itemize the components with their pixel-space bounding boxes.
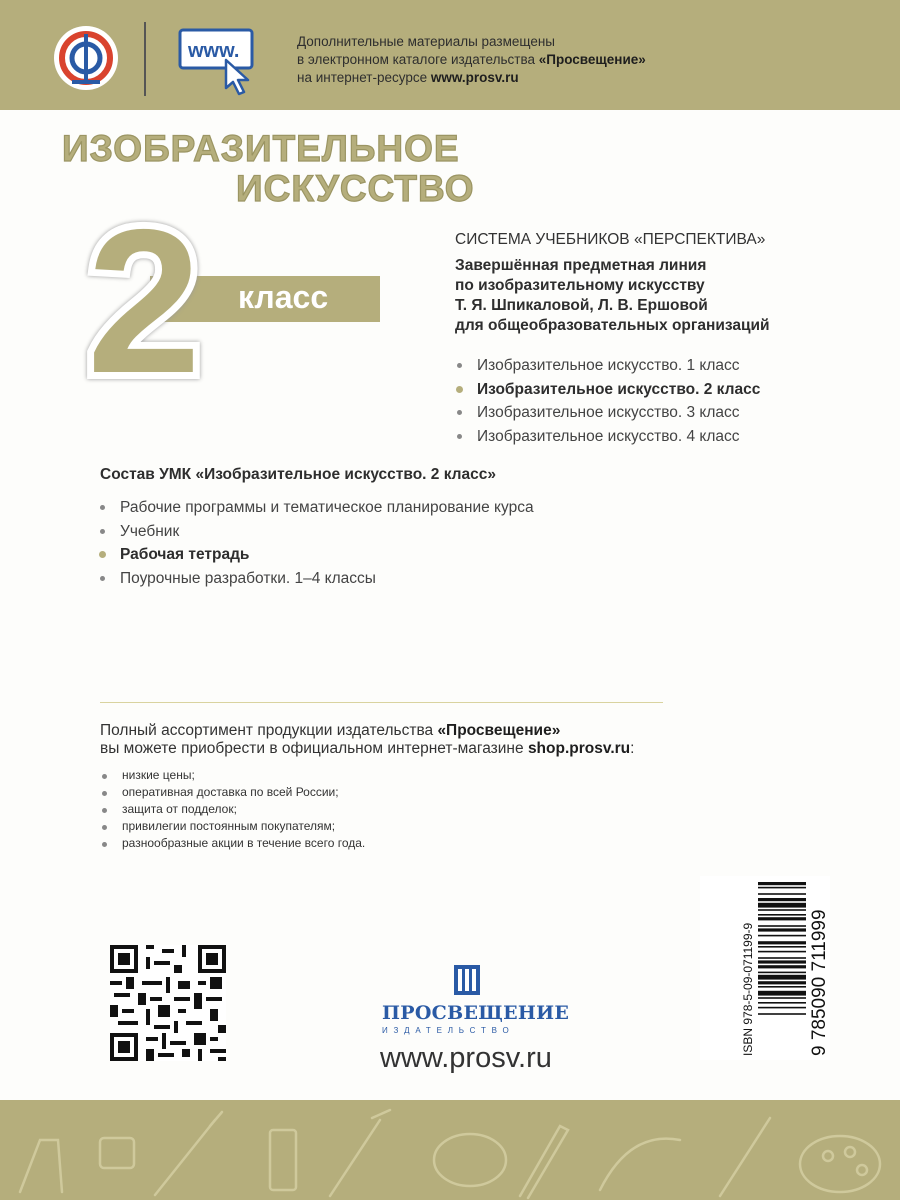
series-book-item: Изобразительное искусство. 1 класс <box>455 354 760 378</box>
barcode-bar <box>758 957 806 959</box>
bottom-decorative-band <box>0 1100 900 1200</box>
shop-benefit-item: оперативная доставка по всей России; <box>100 784 365 801</box>
publisher-subtitle: ИЗДАТЕЛЬСТВО <box>382 1026 515 1035</box>
publisher-url[interactable]: www.prosv.ru <box>380 1042 552 1074</box>
barcode-bar <box>758 914 806 916</box>
series-description-line: для общеобразовательных организаций <box>455 317 770 334</box>
barcode-bar <box>758 986 806 988</box>
shop-benefit-item: разнообразные акции в течение всего года. <box>100 835 365 852</box>
barcode-bar <box>758 951 806 953</box>
umk-item-current: Рабочая тетрадь <box>98 543 534 567</box>
barcode-bar <box>758 935 806 937</box>
shop-benefit-item: низкие цены; <box>100 767 365 784</box>
umk-list <box>98 496 534 590</box>
barcode-bar <box>758 887 806 889</box>
barcode-bar <box>758 972 806 974</box>
barcode-graphic <box>700 876 830 1060</box>
series-book-item: Изобразительное искусство. 3 класс <box>455 401 760 425</box>
publisher-emblem-icon <box>452 963 482 999</box>
series-description-line: по изобразительному искусству <box>455 277 705 294</box>
series-book-item: Изобразительное искусство. 4 класс <box>455 425 760 449</box>
barcode-bar <box>758 1013 806 1015</box>
grade-number-text: 2 <box>86 200 202 395</box>
barcode-bar <box>758 893 806 895</box>
series-book-item-current: Изобразительное искусство. 2 класс <box>455 378 760 402</box>
isbn-barcode <box>700 876 830 1060</box>
barcode-bar <box>758 898 806 901</box>
banner-line-2-bold: «Просвещение» <box>538 52 646 67</box>
shop-intro <box>100 722 634 758</box>
series-name: СИСТЕМА УЧЕБНИКОВ «ПЕРСПЕКТИВА» <box>455 231 766 248</box>
barcode-bar <box>758 991 806 996</box>
barcode-bar <box>758 965 806 968</box>
art-supplies-pattern <box>0 1100 900 1200</box>
isbn-text: ISBN 978-5-09-071199-9 <box>741 922 755 1056</box>
shop-url[interactable]: shop.prosv.ru <box>527 740 631 757</box>
shop-benefit-item: привилегии постоянным покупателям; <box>100 818 365 835</box>
barcode-bar <box>758 882 806 885</box>
banner-line-2-prefix: в электронном каталоге издательства <box>297 52 539 67</box>
www-icon-text: www. <box>188 40 240 62</box>
umk-item: Поурочные разработки. 1–4 классы <box>98 567 534 591</box>
banner-line-3-prefix: на интернет-ресурсе <box>297 70 431 85</box>
barcode-bar <box>758 960 806 963</box>
subject-title-line-1: ИЗОБРАЗИТЕЛЬНОЕ <box>62 128 460 169</box>
barcode-bar <box>758 903 806 908</box>
banner-text <box>297 33 646 87</box>
barcode-bar <box>758 981 806 984</box>
barcode-bar <box>758 925 806 927</box>
shop-benefit-item: защита от подделок; <box>100 801 365 818</box>
grade-number <box>56 200 236 395</box>
section-divider <box>100 702 663 703</box>
barcode-bar <box>758 941 806 944</box>
barcode-bar <box>758 909 806 911</box>
shop-line-1-prefix: Полный ассортимент продукции издательства <box>100 722 438 739</box>
barcode-bar <box>758 1007 806 1009</box>
grade-word: класс <box>238 279 329 315</box>
series-book-list <box>455 354 760 448</box>
shop-line-2-suffix: : <box>630 740 635 757</box>
banner-line-1: Дополнительные материалы размещены <box>297 34 556 49</box>
series-description <box>455 256 770 336</box>
shop-line-2-prefix: вы можете приобрести в официальном интернет-магазине <box>100 740 528 757</box>
www-cursor-icon <box>176 24 268 96</box>
series-description-line: Завершённая предметная линия <box>455 257 707 274</box>
barcode-bar <box>758 1002 806 1004</box>
barcode-bar <box>758 946 806 948</box>
barcode-digits: 9 785090 711999 <box>809 909 830 1056</box>
shop-benefits-list <box>100 767 365 852</box>
banner-divider <box>144 22 146 96</box>
barcode-bar <box>758 928 806 931</box>
barcode-bar <box>758 917 806 920</box>
subject-title-line-2: ИСКУССТВО <box>236 168 475 209</box>
shop-line-1-bold: «Просвещение» <box>437 722 561 739</box>
qr-code[interactable] <box>110 945 226 1061</box>
series-description-line: Т. Я. Шпикаловой, Л. В. Ершовой <box>455 297 708 314</box>
barcode-bar <box>758 975 806 980</box>
umk-item: Рабочие программы и тематическое планирование курса <box>98 496 534 520</box>
enlightenment-logo-icon <box>50 22 122 94</box>
banner-line-3-url[interactable]: www.prosv.ru <box>430 70 519 85</box>
umk-item: Учебник <box>98 520 534 544</box>
publisher-name: ПРОСВЕЩЕНИЕ <box>382 1002 570 1024</box>
barcode-bar <box>758 997 806 999</box>
umk-title: Состав УМК «Изобразительное искусство. 2 класс» <box>100 466 496 483</box>
